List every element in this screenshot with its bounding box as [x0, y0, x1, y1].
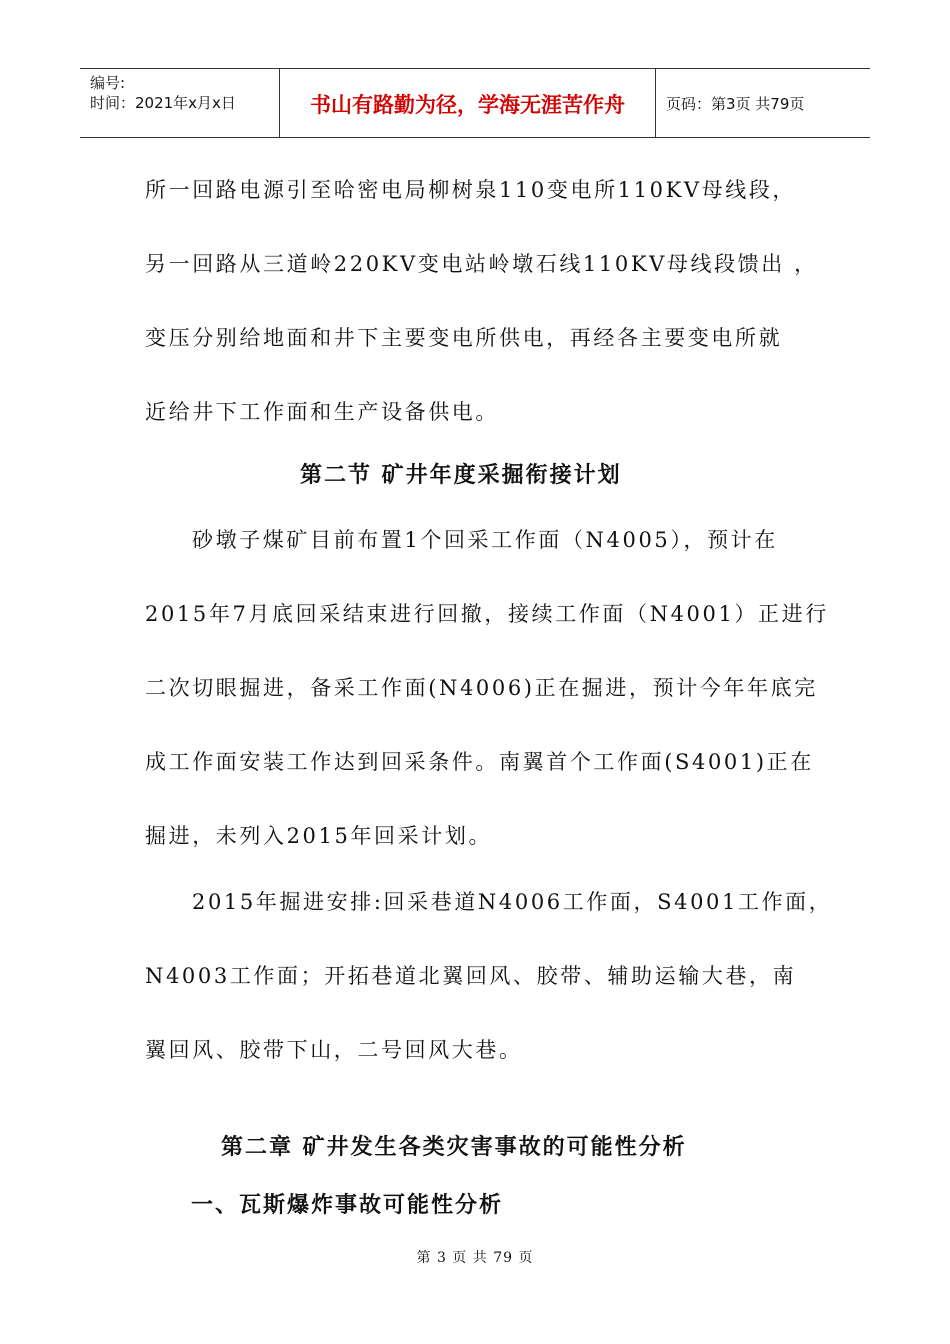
- body-line: 另一回路从三道岭220KV变电站岭墩石线110KV母线段馈出 ，: [145, 252, 818, 276]
- body-line: N4003工作面；开拓巷道北翼回风、胶带、辅助运输大巷，南: [145, 964, 797, 988]
- footer-page-number: 第 3 页 共 79 页: [416, 1250, 534, 1266]
- body-line: 二次切眼掘进，备采工作面(N4006)正在掘进，预计今年年底完: [145, 676, 818, 700]
- body-line: 2015年掘进安排:回采巷道N4006工作面，S4001工作面，: [192, 890, 833, 914]
- body-line: 2015年7月底回采结束进行回撤，接续工作面（N4001）正进行: [145, 602, 829, 626]
- body-line: 成工作面安装工作达到回采条件。南翼首个工作面(S4001)正在: [145, 750, 814, 774]
- subsection-heading: 一、瓦斯爆炸事故可能性分析: [191, 1193, 504, 1218]
- chapter-heading: 第二章 矿井发生各类灾害事故的可能性分析: [221, 1135, 687, 1160]
- header-page-label: 页码：第3页 共79页: [666, 94, 805, 113]
- section-heading: 第二节 矿井年度采掘衔接计划: [300, 463, 622, 488]
- page-header: [80, 68, 870, 138]
- body-line: 翼回风、胶带下山，二号回风大巷。: [145, 1038, 523, 1062]
- header-motto: 书山有路勤为径，学海无涯苦作舟: [310, 93, 625, 117]
- body-line: 砂墩子煤矿目前布置1个回采工作面（N4005），预计在: [192, 528, 778, 552]
- document-number-label: 编号:: [90, 74, 126, 92]
- body-line: 所一回路电源引至哈密电局柳树泉110变电所110KV母线段，: [145, 178, 797, 202]
- body-line: 近给井下工作面和生产设备供电。: [145, 400, 499, 424]
- header-page-cell: [656, 69, 870, 137]
- page-footer: [0, 1247, 950, 1267]
- body-line: 掘进，未列入2015年回采计划。: [145, 824, 493, 848]
- body-line: 变压分别给地面和井下主要变电所供电，再经各主要变电所就: [145, 326, 783, 350]
- header-info-cell: [80, 69, 280, 137]
- header-motto-cell: [280, 69, 656, 137]
- document-date-label: 时间：2021年x月x日: [90, 94, 236, 112]
